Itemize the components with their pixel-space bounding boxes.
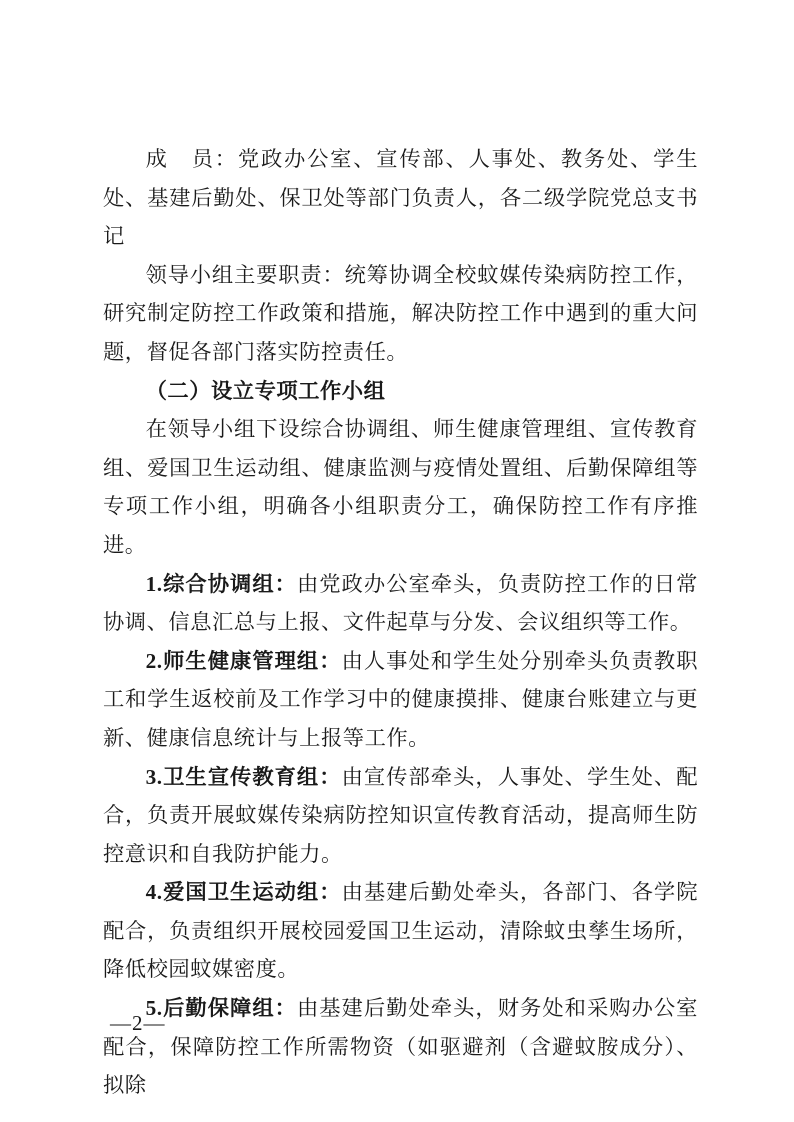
section-heading-special-work-groups — [103, 372, 698, 411]
paragraph-text: 成 员：党政办公室、宣传部、人事处、教务处、学生处、基建后勤处、保卫处等部门负责人，各二级学院党总支书记 — [103, 147, 698, 249]
paragraph-group-2-health-management — [103, 642, 698, 758]
paragraph-text: 由基建后勤处牵头，财务处和采购办公室配合，保障防控工作所需物资（如驱避剂（含避蚊胺成分）、拟除 — [103, 996, 698, 1098]
paragraph-leading-group-duties — [103, 256, 698, 372]
paragraph-group-3-publicity-education — [103, 758, 698, 874]
paragraph-text: 由基建后勤处牵头，各部门、各学院配合，负责组织开展校园爱国卫生运动，清除蚊虫孳生场所，降低校园蚊媒密度。 — [103, 880, 698, 982]
paragraph-group-1-coordination — [103, 565, 698, 642]
paragraph-lead: 3.卫生宣传教育组： — [145, 764, 342, 789]
paragraph-lead: 2.师生健康管理组： — [145, 648, 342, 673]
paragraph-group-4-patriotic-health — [103, 873, 698, 989]
paragraph-text: 由人事处和学生处分别牵头负责教职工和学生返校前及工作学习中的健康摸排、健康台账建立与更新、健康信息统计与上报等工作。 — [103, 648, 698, 750]
paragraph-text: 领导小组主要职责：统筹协调全校蚊媒传染病防控工作，研究制定防控工作政策和措施，解决防控工作中遇到的重大问题，督促各部门落实防控责任。 — [103, 262, 698, 364]
document-body — [103, 140, 698, 1105]
paragraph-lead: 4.爱国卫生运动组： — [145, 880, 342, 905]
paragraph-lead: 5.后勤保障组： — [145, 996, 297, 1021]
page-number: —2— — [110, 1011, 166, 1035]
paragraph-members — [103, 140, 698, 256]
heading-text: （二）设立专项工作小组 — [145, 378, 386, 403]
paragraph-groups-overview — [103, 410, 698, 564]
paragraph-group-5-logistics — [103, 989, 698, 1105]
paragraph-text: 由党政办公室牵头，负责防控工作的日常协调、信息汇总与上报、文件起草与分发、会议组织等工作。 — [103, 571, 698, 635]
paragraph-text: 在领导小组下设综合协调组、师生健康管理组、宣传教育组、爱国卫生运动组、健康监测与疫情处置组、后勤保障组等专项工作小组，明确各小组职责分工，确保防控工作有序推进。 — [103, 417, 698, 557]
paragraph-lead: 1.综合协调组： — [145, 571, 297, 596]
paragraph-text: 由宣传部牵头，人事处、学生处、配合，负责开展蚊媒传染病防控知识宣传教育活动，提高师生防控意识和自我防护能力。 — [103, 764, 698, 866]
